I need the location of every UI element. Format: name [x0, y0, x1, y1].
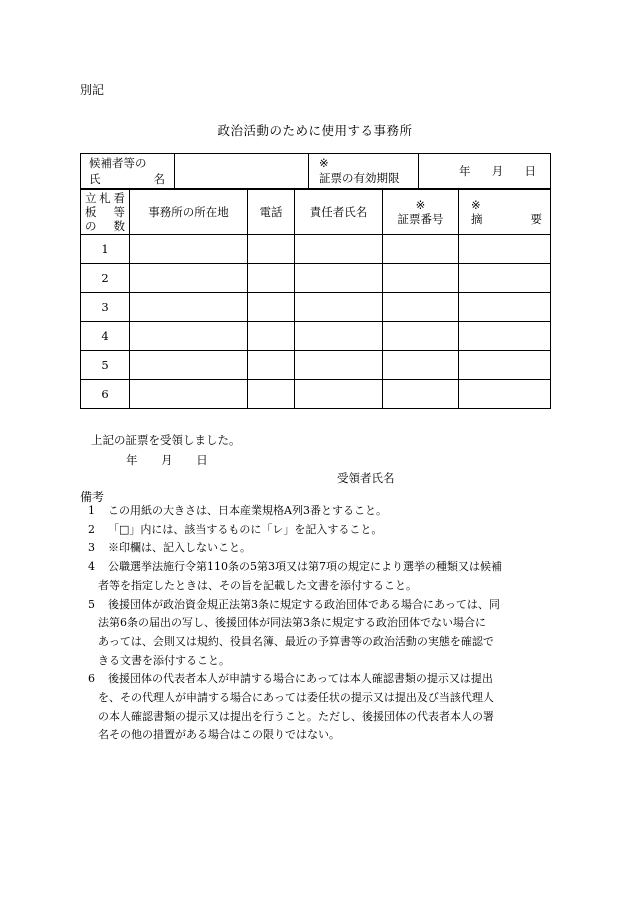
note-number: 3	[88, 541, 95, 555]
manager-cell[interactable]	[295, 322, 383, 351]
validity-label: 証票の有効期限	[319, 171, 400, 185]
phone-cell[interactable]	[248, 235, 295, 264]
manager-cell[interactable]	[295, 351, 383, 380]
label-bottom-right: 名	[153, 172, 165, 186]
table-row	[81, 351, 551, 380]
note-text: ※印欄は、記入しないこと。	[108, 541, 251, 555]
note-text-continued: 者等を指定したときは、その旨を記載した文書を添付すること。	[98, 578, 417, 592]
row-number: 6	[81, 380, 130, 409]
phone-cell[interactable]	[248, 264, 295, 293]
receipt-text: 上記の証票を受領しました。	[91, 433, 241, 447]
label-top-text: 候補者等の	[89, 156, 147, 170]
col-number-char: 数	[113, 219, 125, 233]
cert-label: 証票番号	[397, 211, 444, 226]
table-row	[81, 322, 551, 351]
note-text: 後援団体が政治資金規正法第3条に規定する政治団体である場合にあっては、同	[108, 597, 500, 611]
address-cell[interactable]	[130, 293, 248, 322]
row-number: 4	[81, 322, 130, 351]
row-number: 2	[81, 264, 130, 293]
cert-cell[interactable]	[383, 293, 459, 322]
validity-label-cell	[309, 154, 419, 189]
year-label: 年	[459, 164, 471, 178]
remarks-mark: ※	[471, 197, 481, 212]
address-cell[interactable]	[130, 351, 248, 380]
remarks-cell[interactable]	[459, 380, 551, 409]
manager-cell[interactable]	[295, 235, 383, 264]
phone-cell[interactable]	[248, 322, 295, 351]
col-number-char: 板	[85, 205, 97, 219]
cert-mark: ※	[415, 197, 426, 212]
validity-mark: ※	[319, 156, 329, 170]
row-number: 5	[81, 351, 130, 380]
note-text-continued: 名その他の措置がある場合はこの限りではない。	[98, 728, 340, 742]
list-item	[88, 596, 548, 671]
remarks-cell[interactable]	[459, 264, 551, 293]
address-cell[interactable]	[130, 380, 248, 409]
page-title: 政治活動のために使用する事務所	[217, 123, 413, 138]
note-number: 4	[88, 560, 95, 574]
remarks-cell[interactable]	[459, 293, 551, 322]
table-row	[81, 264, 551, 293]
remarks-label-b: 要	[530, 211, 542, 226]
phone-cell[interactable]	[248, 380, 295, 409]
cert-cell[interactable]	[383, 380, 459, 409]
note-number: 1	[88, 504, 95, 517]
candidate-label-top	[89, 155, 167, 171]
list-item	[88, 670, 548, 745]
col-number-char: 等	[113, 205, 125, 219]
note-text-continued: きる文書を添付すること。	[98, 653, 230, 667]
candidate-table	[80, 153, 551, 189]
col-header-phone: 電話	[248, 190, 295, 235]
manager-cell[interactable]	[295, 380, 383, 409]
label-bottom-left: 氏	[89, 172, 101, 186]
table-header-row	[81, 190, 551, 235]
cert-cell[interactable]	[383, 351, 459, 380]
list-item	[88, 558, 548, 595]
list-item	[88, 539, 548, 558]
remarks-cell[interactable]	[459, 351, 551, 380]
col-header-number	[81, 190, 130, 235]
note-text: 後援団体の代表者本人が申請する場合にあっては本人確認書類の提示又は提出	[108, 672, 493, 686]
remarks-cell[interactable]	[459, 322, 551, 351]
phone-cell[interactable]	[248, 351, 295, 380]
phone-cell[interactable]	[248, 293, 295, 322]
col-number-char: 看	[113, 191, 125, 205]
col-number-char: 立	[85, 191, 97, 205]
validity-date-field[interactable]	[419, 154, 551, 189]
table-row	[81, 235, 551, 264]
table-row	[81, 293, 551, 322]
document-label: 別記	[80, 83, 105, 97]
office-table	[80, 189, 551, 409]
note-text: 「□」内には、該当するものに「レ」を記入すること。	[108, 522, 383, 536]
cert-cell[interactable]	[383, 264, 459, 293]
col-header-cert	[383, 190, 459, 235]
remarks-list	[88, 502, 548, 745]
col-header-remarks	[459, 190, 551, 235]
remarks-cell[interactable]	[459, 235, 551, 264]
address-cell[interactable]	[130, 264, 248, 293]
note-text-continued: の本人確認書類の提示又は提出を行うこと。ただし、後援団体の代表者本人の署	[98, 709, 494, 723]
receipt-date: 年 月 日	[126, 453, 208, 467]
address-cell[interactable]	[130, 235, 248, 264]
note-text: この用紙の大きさは、日本産業規格A列3番とすること。	[108, 504, 387, 517]
col-header-address: 事務所の所在地	[130, 190, 248, 235]
month-label: 月	[491, 164, 504, 178]
note-text: 公職選挙法施行令第110条の5第3項又は第7項の規定により選挙の種類又は候補	[108, 560, 502, 574]
cert-cell[interactable]	[383, 235, 459, 264]
address-cell[interactable]	[130, 322, 248, 351]
row-number: 3	[81, 293, 130, 322]
cert-cell[interactable]	[383, 322, 459, 351]
note-text-continued: を、その代理人が申請する場合にあっては委任状の提示又は提出及び当該代理人	[98, 691, 494, 705]
note-number: 6	[88, 672, 95, 686]
candidate-name-label	[81, 154, 175, 189]
list-item	[88, 521, 548, 540]
col-number-char: の	[85, 219, 97, 233]
col-number-char: 札	[99, 191, 111, 205]
note-number: 5	[88, 597, 95, 611]
remarks-label-a: 摘	[471, 211, 483, 226]
note-text-continued: あっては、会則又は規約、役員名簿、最近の予算書等の政治活動の実態を確認で	[98, 634, 494, 648]
receiver-name-label: 受領者氏名	[337, 471, 395, 485]
note-number: 2	[88, 522, 95, 536]
manager-cell[interactable]	[295, 293, 383, 322]
row-number: 1	[81, 235, 130, 264]
table-row	[81, 380, 551, 409]
remarks-title: 備考	[80, 490, 105, 504]
candidate-name-field[interactable]	[175, 154, 309, 189]
list-item	[88, 502, 548, 521]
note-text-continued: 法第6条の届出の写し、後援団体が同法第3条に規定する政治団体でない場合に	[98, 616, 486, 630]
col-header-manager: 責任者氏名	[295, 190, 383, 235]
manager-cell[interactable]	[295, 264, 383, 293]
day-label: 日	[524, 164, 536, 178]
